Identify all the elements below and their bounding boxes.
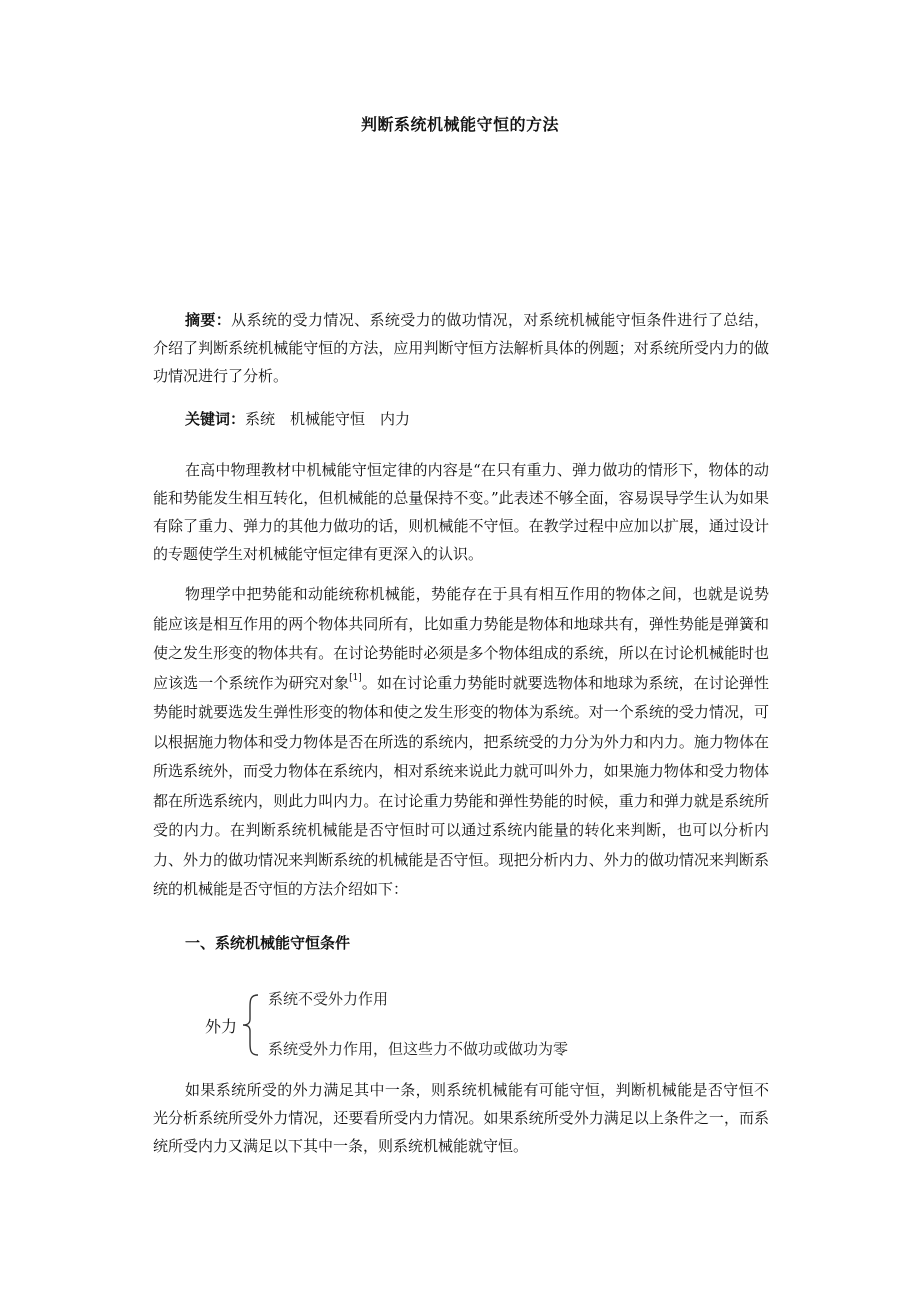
keywords-paragraph (153, 405, 769, 433)
keywords-label: 关键词： (185, 410, 246, 428)
keywords-text: 系统 机械能守恒 内力 (245, 410, 411, 428)
abstract-paragraph (153, 306, 769, 390)
reference-marker: [1] (349, 672, 362, 683)
abstract-label: 摘要： (185, 311, 232, 329)
condition-force-no-work: 系统受外力作用，但这些力不做功或做功为零 (268, 1040, 569, 1058)
conclusion-paragraph: 如果系统所受的外力满足其中一条，则系统机械能有可能守恒，判断机械能是否守恒不光分析系统所受外力情况，还要看所受内力情况。如果系统所受外力满足以上条件之一，而系统所受内力又满足以下其中一条，则系统机械能就守恒。 (153, 1081, 769, 1155)
concept-paragraph (153, 580, 769, 905)
abstract-text: 从系统的受力情况、系统受力的做功情况，对系统机械能守恒条件进行了总结，介绍了判断系统机械能守恒的方法，应用判断守恒方法解析具体的例题；对系统所受内力的做功情况进行了分析。 (153, 311, 769, 385)
concept-text-part2: 。如在讨论重力势能时就要选物体和地球为系统，在讨论弹性势能时就要选发生弹性形变的物体和使之发生形变的物体为系统。对一个系统的受力情况，可以根据施力物体和受力物体是否在所选的系统内，把系统受的力分为外力和内力。施力物体在所选系统外，而受力物体在系统内，相对系统来说此力就可叫外力，如果施力物体和受力物体都在所选系统内，则此力叫内力。在讨论重力势能和弹性势能的时候，重力和弹力就是系统所受的内力。在判断系统机械能是否守恒时可以通过系统内能量的转化来判断，也可以分析内力、外力的做功情况来判断系统的机械能是否守恒。现把分析内力、外力的做功情况来判断系统的机械能是否守恒的方法介绍如下： (153, 673, 769, 898)
curly-brace-icon (240, 993, 262, 1057)
intro-paragraph: 在高中物理教材中机械能守恒定律的内容是“在只有重力、弹力做功的情形下，物体的动能和势能发生相互转化，但机械能的总量保持不变。”此表述不够全面，容易误导学生认为如果有除了重力、弹力的其他力做功的话，则机械能不守恒。在教学过程中应加以扩展，通过设计的专题使学生对机械能守恒定律有更深入的认识。 (153, 461, 769, 563)
external-force-label: 外力 (205, 1017, 238, 1036)
condition-no-external-force: 系统不受外力作用 (268, 990, 389, 1008)
concept-text-part1: 物理学中把势能和动能统称机械能，势能存在于具有相互作用的物体之间，也就是说势能应该是相互作用的两个物体共同所有，比如重力势能是物体和地球共有，弹性势能是弹簧和使之发生形变的物体共有。在讨论势能时必须是多个物体组成的系统，所以在讨论机械能时也应该选一个系统作为研究对象 (153, 585, 769, 692)
section-heading: 一、系统机械能守恒条件 (185, 934, 351, 952)
document-title: 判断系统机械能守恒的方法 (360, 115, 559, 134)
